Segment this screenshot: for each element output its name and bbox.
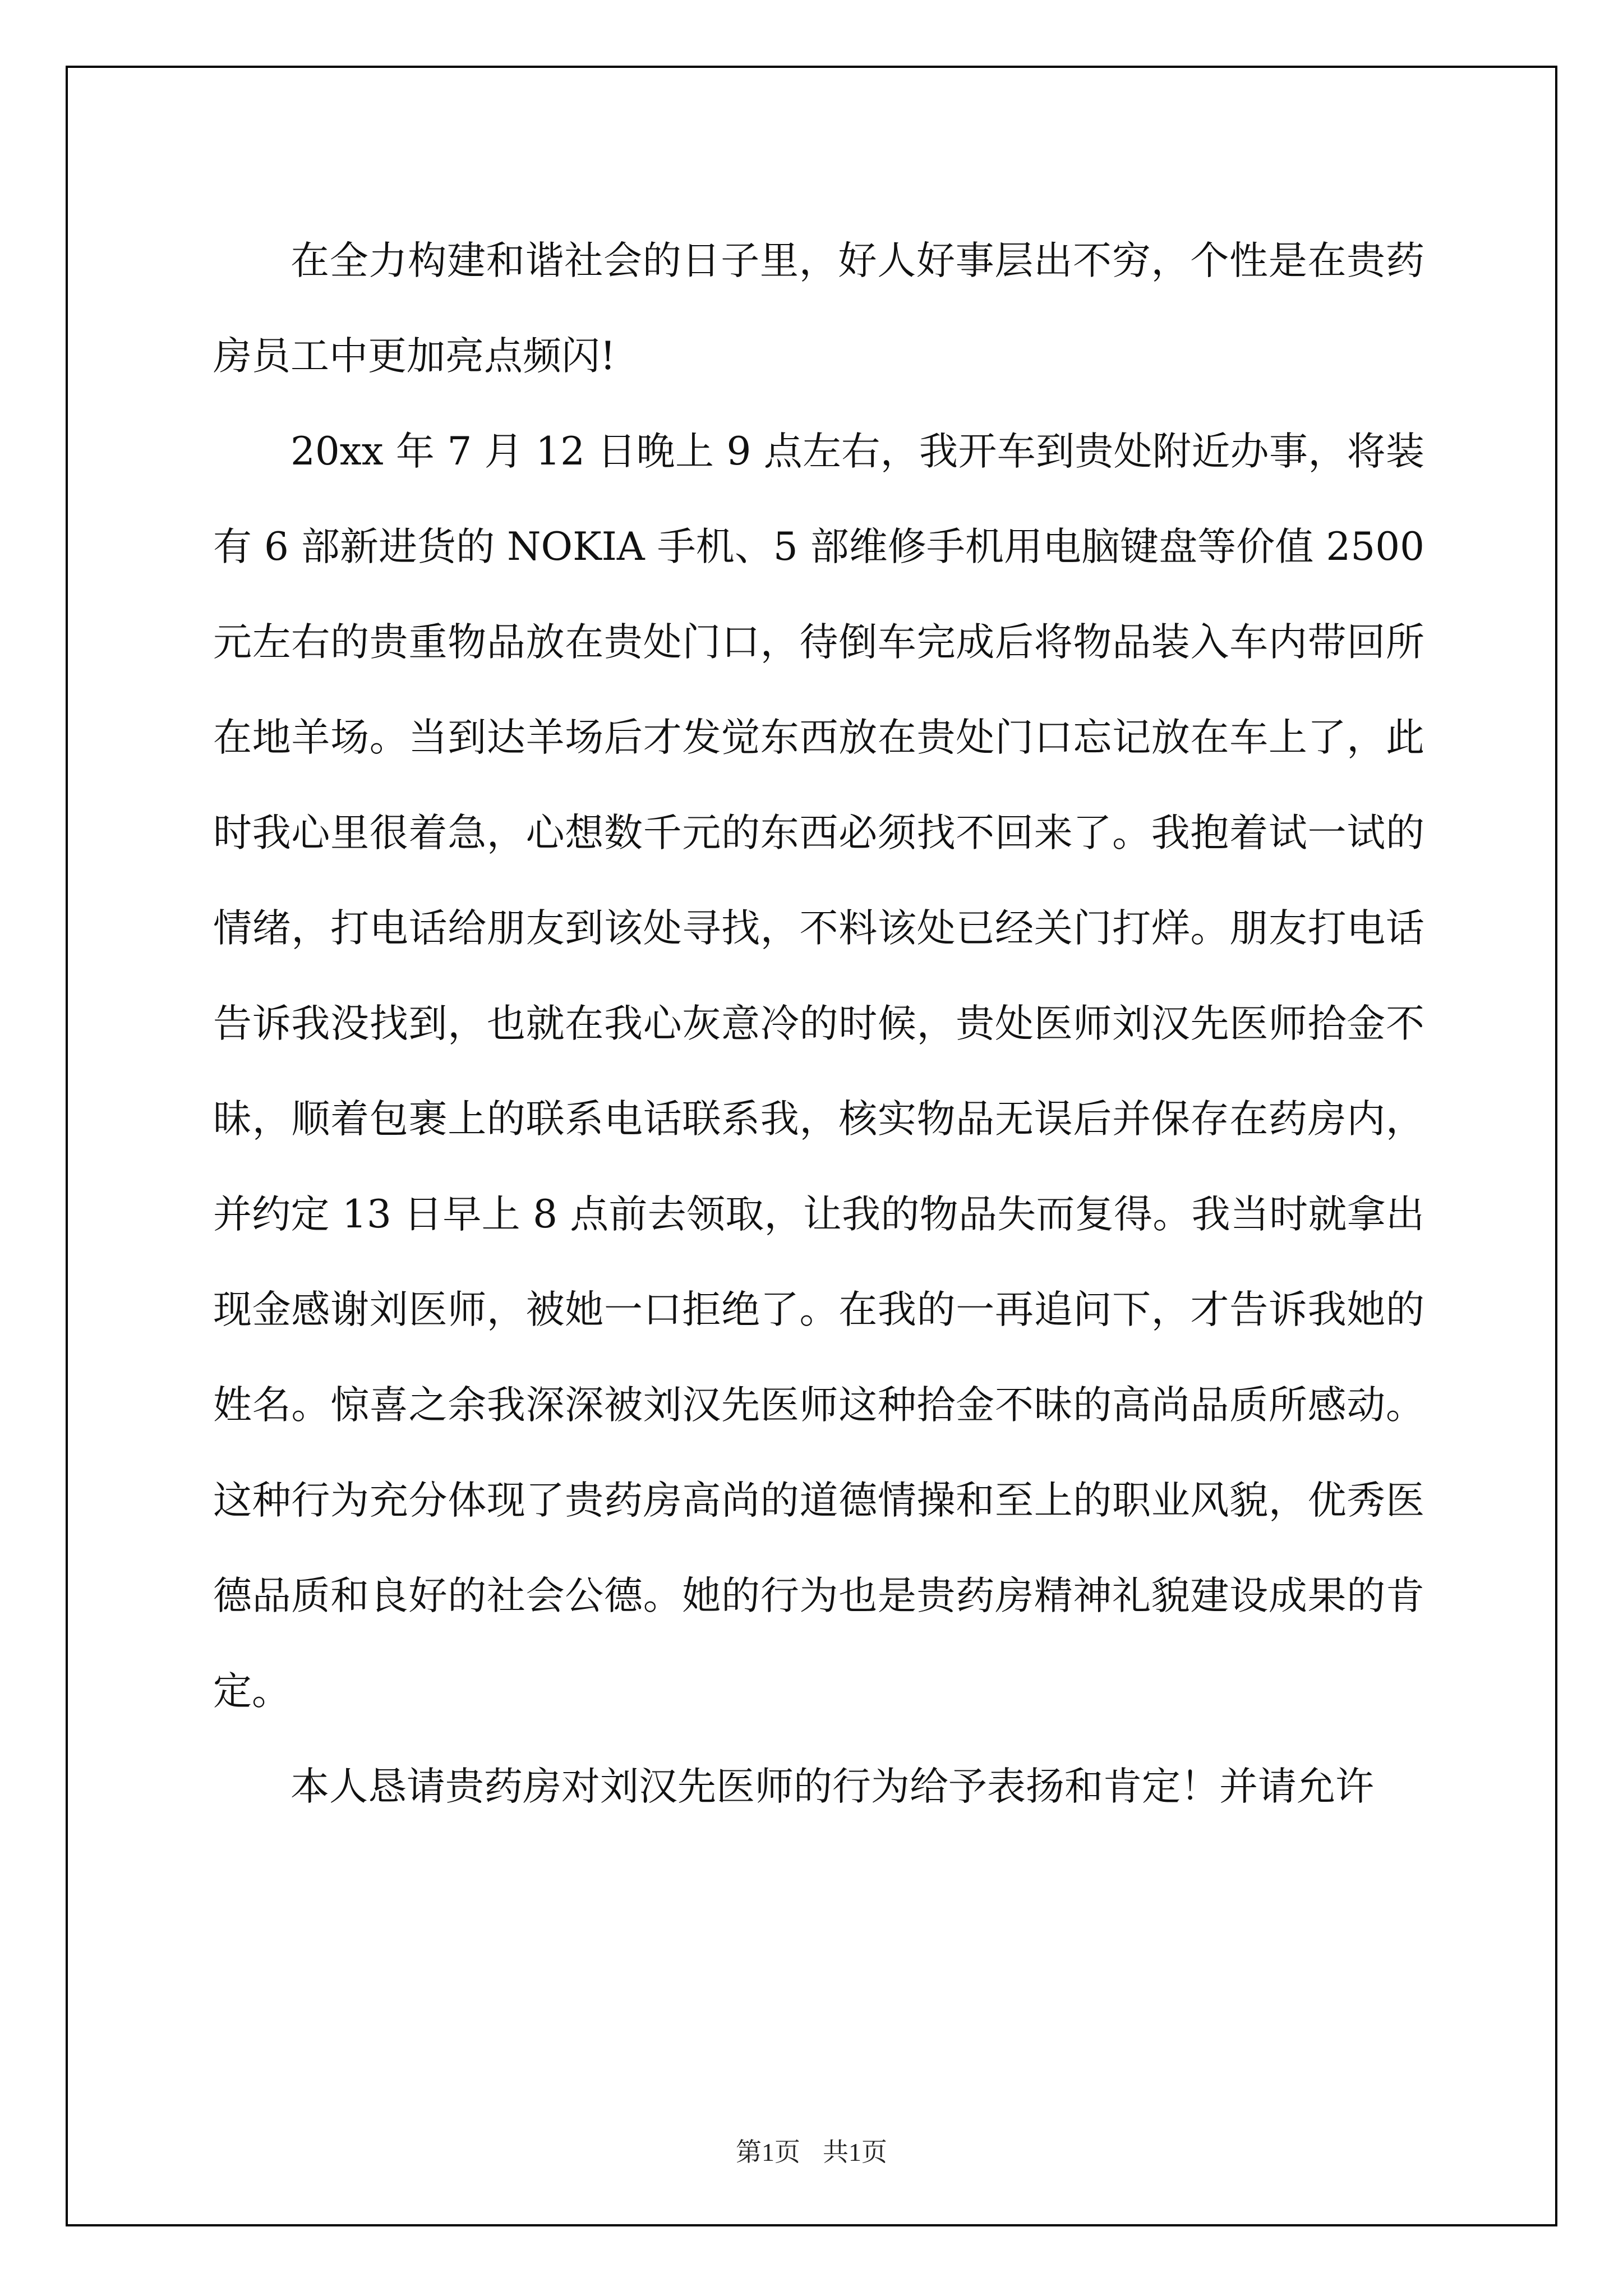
paragraph-3: 本人恳请贵药房对刘汉先医师的行为给予表扬和肯定！并请允许 bbox=[291, 1764, 1374, 1809]
page-number: 第1页 bbox=[736, 2138, 800, 2166]
document-body bbox=[213, 213, 1424, 1834]
paragraph-1: 在全力构建和谐社会的日子里，好人好事层出不穷，个性是在贵药房员工中更加亮点频闪! bbox=[213, 238, 1424, 379]
page-total: 共1页 bbox=[823, 2138, 887, 2166]
page-footer bbox=[0, 2132, 1623, 2169]
paragraph-2: 20xx 年 7 月 12 日晚上 9 点左右，我开车到贵处附近办事，将装有 6 部新进货的 NOKIA 手机、5 部维修手机用电脑键盘等价值 2500 元左右的贵重物品放在贵处门口，待倒车完成后将物品装入车内带回所在地羊场。当到达羊场后才发觉东西放在贵处门口忘记放在车上了，此时我心里很着急，心想数千元的东西必须找不回来了。我抱着试一试的情绪，打电话给朋友到该处寻找，不料该处已经关门打烊。朋友打电话告诉我没找到，也就在我心灰意冷的时候，贵处医师刘汉先医师拾金不昧，顺着包裹上的联系电话联系我，核实物品无误后并保存在药房内，并约定 13 日早上 8 点前去领取，让我的物品失而复得。我当时就拿出现金感谢刘医师，被她一口拒绝了。在我的一再追问下，才告诉我她的姓名。惊喜之余我深深被刘汉先医师这种拾金不昧的高尚品质所感动。这种行为充分体现了贵药房高尚的道德情操和至上的职业风貌，优秀医德品质和良好的社会公德。她的行为也是贵药房精神礼貌建设成果的肯定。 bbox=[213, 429, 1424, 1714]
